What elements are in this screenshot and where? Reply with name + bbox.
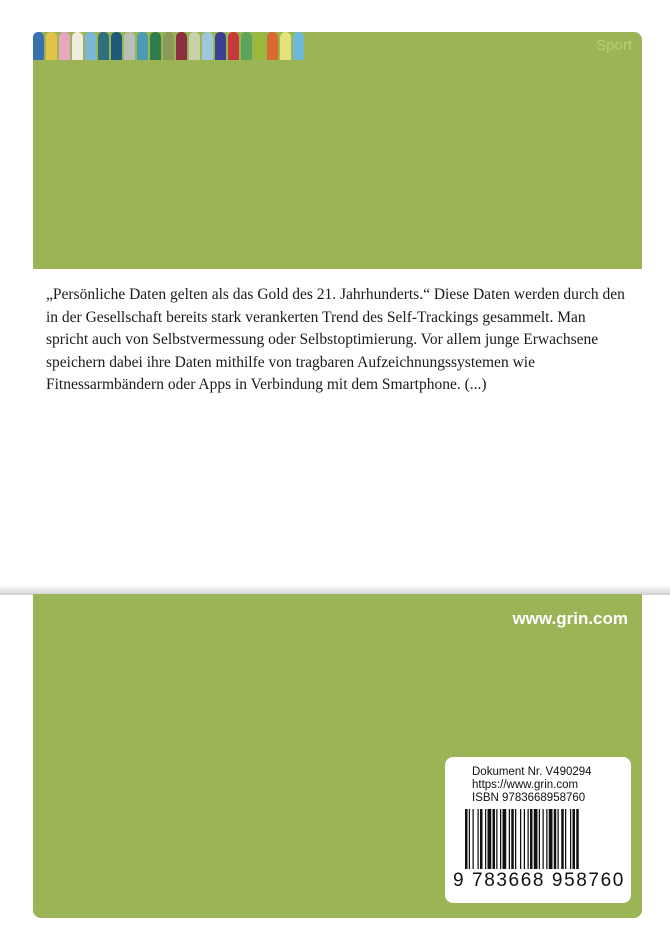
barcode-bar bbox=[565, 809, 566, 869]
barcode-bar bbox=[503, 809, 507, 869]
color-tab bbox=[254, 32, 265, 60]
barcode-digits: 9 783668 958760 bbox=[453, 870, 625, 891]
barcode-bar bbox=[573, 809, 576, 869]
barcode-bar bbox=[543, 809, 544, 869]
cover-bottom-panel bbox=[33, 594, 642, 918]
color-tab bbox=[176, 32, 187, 60]
color-tab bbox=[85, 32, 96, 60]
color-tab bbox=[280, 32, 291, 60]
color-tab bbox=[46, 32, 57, 60]
barcode-bar bbox=[473, 809, 474, 869]
barcode-icon bbox=[465, 809, 615, 869]
barcode-bar bbox=[549, 809, 553, 869]
barcode-bar bbox=[465, 809, 468, 869]
color-tab bbox=[202, 32, 213, 60]
barcode-bar bbox=[478, 809, 479, 869]
color-tabs bbox=[33, 32, 306, 60]
barcode-bar bbox=[534, 809, 538, 869]
barcode-bar bbox=[554, 809, 557, 869]
barcode-bar bbox=[558, 809, 559, 869]
barcode-bar bbox=[485, 809, 486, 869]
color-tab bbox=[293, 32, 304, 60]
color-tab bbox=[267, 32, 278, 60]
color-tab bbox=[215, 32, 226, 60]
barcode-bar bbox=[524, 809, 525, 869]
color-tab bbox=[228, 32, 239, 60]
barcode-bar bbox=[520, 809, 521, 869]
color-tab bbox=[189, 32, 200, 60]
color-tab bbox=[241, 32, 252, 60]
color-tab bbox=[163, 32, 174, 60]
color-tab bbox=[72, 32, 83, 60]
barcode-bar bbox=[570, 809, 571, 869]
barcode-bar bbox=[511, 809, 514, 869]
barcode-bar bbox=[496, 809, 497, 869]
color-tab bbox=[98, 32, 109, 60]
barcode-bar bbox=[546, 809, 547, 869]
barcode-bar bbox=[493, 809, 496, 869]
category-label: Sport bbox=[596, 37, 632, 54]
document-url: https://www.grin.com bbox=[472, 779, 579, 791]
color-tab bbox=[111, 32, 122, 60]
color-tab bbox=[33, 32, 44, 60]
barcode-bar bbox=[539, 809, 540, 869]
document-number: Dokument Nr. V490294 bbox=[472, 766, 592, 778]
barcode-bar bbox=[561, 809, 564, 869]
color-tab bbox=[59, 32, 70, 60]
barcode-bar bbox=[576, 809, 579, 869]
barcode-bar bbox=[500, 809, 501, 869]
barcode-bar bbox=[480, 809, 483, 869]
color-tab bbox=[150, 32, 161, 60]
barcode-bar bbox=[509, 809, 510, 869]
barcode-bar bbox=[528, 809, 529, 869]
document-meta bbox=[472, 766, 592, 805]
color-tab bbox=[137, 32, 148, 60]
barcode-bar bbox=[515, 809, 516, 869]
barcode-bar bbox=[488, 809, 492, 869]
back-cover-blurb: „Persönliche Daten gelten als das Gold des 21. Jahrhunderts.“ Diese Daten werden durch den in der Gesellschaft bereits stark verankerten Trend des Self-Trackings gesammelt. Man spricht auch von Selbstvermessung oder Selbstoptimierung. Vor allem junge Erwachsene speichern dabei ihre Daten mithilfe von tragbaren Aufzeichnungssystemen wie Fitnessarmbändern oder Apps in Verbindung mit dem Smartphone. (...) bbox=[46, 286, 625, 393]
cover-top-panel bbox=[33, 32, 642, 269]
barcode-bar bbox=[469, 809, 470, 869]
color-tab bbox=[124, 32, 135, 60]
barcode-bar bbox=[530, 809, 533, 869]
publisher-url: www.grin.com bbox=[512, 609, 628, 628]
barcode-box bbox=[445, 757, 631, 903]
isbn: ISBN 9783668958760 bbox=[472, 792, 586, 804]
